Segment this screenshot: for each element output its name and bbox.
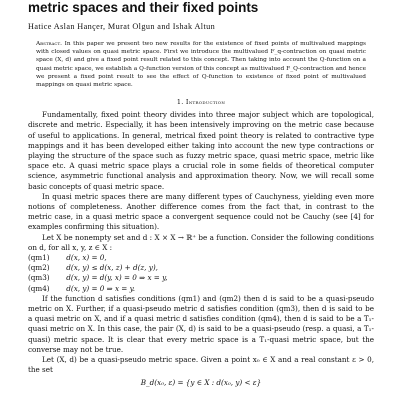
paragraph-3: Let X be nonempty set and d : X × X → ℝ⁺ be a function. Consider the following conditions on d, for all x, y, z ∈ X : [28,232,374,252]
condition-label: (qm2) [28,263,50,273]
condition-expression: d(x, y) ≤ d(x, z) + d(z, y), [66,263,158,273]
condition-label: (qm3) [28,273,50,283]
paper-page [28,0,374,390]
condition-qm3 [28,273,374,283]
condition-expression: d(x, y) = 0 ⇒ x = y. [66,283,135,293]
paragraph-1: Fundamentally, fixed point theory divides into three major subject which are topological, discrete and metric. Especially, it has been intensively improving on the metric case because of useful to applications. In general, metrical fixed point theory is related to contractive type mappings and it has been developed either taking into account the new type contractions or playing the structure of the space such as fuzzy metric space, quasi metric space, metric like space etc. A quasi metric space plays a crucial role in some fields of theoretical computer science, asymmetric functional analysis and approximation theory. Now, we will recall some basic concepts of quasi metric space. [28,110,374,191]
condition-expression: d(x, x) = 0, [66,253,107,263]
paper-title-line: metric spaces and their fixed points [28,0,259,15]
condition-label: (qm1) [28,253,50,263]
condition-qm2 [28,263,374,273]
condition-label: (qm4) [28,283,50,293]
abstract [36,40,366,89]
abstract-text: In this paper we present two new results for the existence of fixed points of multivalued mappings with closed values on quasi metric space. First we introduce the multivalued F_q-contraction on quasi metric space (X, d) and give a fixed point result related to this concept. Then taking into account the Q-function on a quasi metric space, we establish a Q-function version of this concept as multivalued F_Q-contraction and hence we present a fixed point result to see the effect of Q-function to existence of fixed point of multivalued mappings on quasi metric space. [36,41,367,89]
open-ball-formula: B_d(x₀, ε) = {y ∈ X : d(x₀, y) < ε} [140,377,262,387]
paragraph-2: In quasi metric spaces there are many different types of Cauchyness, yielding even more notions of completeness. Another difference comes from the fact that, in contrast to the metric case, in a quasi metric space a convergent sequence could not be Cauchy (see [4] for examples confirming this situation). [28,191,374,232]
section-heading-introduction: 1. Introduction [176,98,226,107]
paragraph-5: Let (X, d) be a quasi-pseudo metric space. Given a point x₀ ∈ X and a real constant ε > 0, the set [28,355,374,375]
abstract-label: Abstract. [36,41,63,47]
author-list: Hatice Aslan Hançer, Murat Olgun and Ishak Altun [28,22,216,31]
paragraph-4: If the function d satisfies conditions (qm1) and (qm2) then d is said to be a quasi-pseudo metric on X. Further, if a quasi-pseudo metric d satisfies condition (qm3), then d is said to be a quasi metric on X, and if a quasi metric d satisfies condition (qm4), then d is said to be a T₁-quasi metric on X. In this case, the pair (X, d) is said to be a quasi-pseudo (resp. a quasi, a T₁-quasi) metric space. It is clear that every metric space is a T₁-quasi metric space, but the converse may not be true. [28,293,374,354]
condition-qm1 [28,253,374,263]
condition-qm4 [28,284,374,294]
conditions-list [28,253,374,294]
condition-expression: d(x, y) = d(y, x) = 0 ⇒ x = y, [66,273,168,283]
